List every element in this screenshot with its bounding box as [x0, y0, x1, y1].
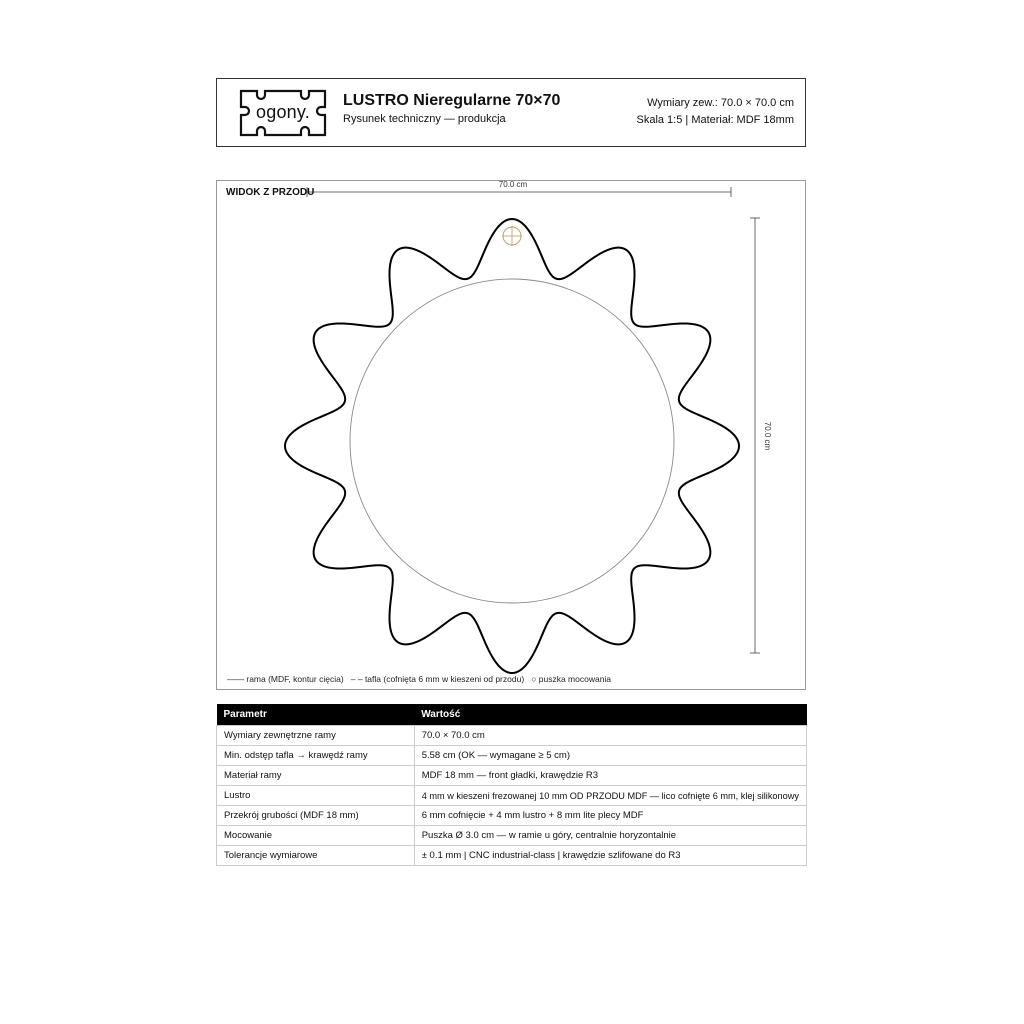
drawing-legend — [227, 674, 611, 684]
front-view-drawing — [216, 180, 806, 690]
mount-hole-icon — [502, 226, 522, 246]
table-cell-value: 70.0 × 70.0 cm — [414, 726, 806, 746]
legend-mount: ○ puszka mocowania — [531, 674, 612, 684]
table-cell-value: 4 mm w kieszeni frezowanej 10 mm OD PRZODU MDF — lico cofnięte 6 mm, klej silikonowy — [414, 786, 806, 806]
page-title: LUSTRO Nieregularne 70×70 — [343, 92, 561, 109]
table-row — [217, 846, 807, 866]
table-row — [217, 786, 807, 806]
table-cell-value: MDF 18 mm — front gładki, krawędzie R3 — [414, 766, 806, 786]
table-row — [217, 766, 807, 786]
table-cell-parameter: Tolerancje wymiarowe — [217, 846, 415, 866]
table-cell-parameter: Min. odstęp tafla → krawędź ramy — [217, 746, 415, 766]
table-cell-parameter: Wymiary zewnętrzne ramy — [217, 726, 415, 746]
scale-material: Skala 1:5 | Materiał: MDF 18mm — [636, 114, 794, 126]
title-block — [216, 78, 806, 147]
front-view-svg — [217, 181, 807, 691]
table-cell-parameter: Przekrój grubości (MDF 18 mm) — [217, 806, 415, 826]
table-row — [217, 726, 807, 746]
legend-frame: —— rama (MDF, kontur cięcia) — [227, 674, 344, 684]
table-cell-parameter: Lustro — [217, 786, 415, 806]
table-cell-value: Puszka Ø 3.0 cm — w ramie u góry, centralnie horyzontalnie — [414, 826, 806, 846]
table-cell-value: 6 mm cofnięcie + 4 mm lustro + 8 mm lite plecy MDF — [414, 806, 806, 826]
column-header-value: Wartość — [414, 704, 806, 726]
page-subtitle: Rysunek techniczny — produkcja — [343, 113, 506, 125]
frame-outline — [285, 219, 739, 673]
view-label: WIDOK Z PRZODU — [226, 187, 315, 198]
outer-dimensions: Wymiary zew.: 70.0 × 70.0 cm — [647, 97, 794, 109]
logo — [239, 89, 327, 137]
glass-outline — [350, 279, 674, 603]
table-cell-parameter: Mocowanie — [217, 826, 415, 846]
legend-glass: – – tafla (cofnięta 6 mm w kieszeni od przodu) — [350, 674, 525, 684]
table-row — [217, 806, 807, 826]
table-cell-value: ± 0.1 mm | CNC industrial-class | krawędzie szlifowane do R3 — [414, 846, 806, 866]
table-header-row — [217, 704, 807, 726]
table-row — [217, 826, 807, 846]
table-cell-parameter: Materiał ramy — [217, 766, 415, 786]
parameters-table — [216, 704, 807, 866]
table-row — [217, 746, 807, 766]
column-header-parameter: Parametr — [217, 704, 415, 726]
width-dimension-label: 70.0 cm — [498, 181, 528, 189]
table-cell-value: 5.58 cm (OK — wymagane ≥ 5 cm) — [414, 746, 806, 766]
height-dimension-label: 70.0 cm — [763, 421, 772, 451]
logo-text: ogony. — [256, 102, 310, 122]
